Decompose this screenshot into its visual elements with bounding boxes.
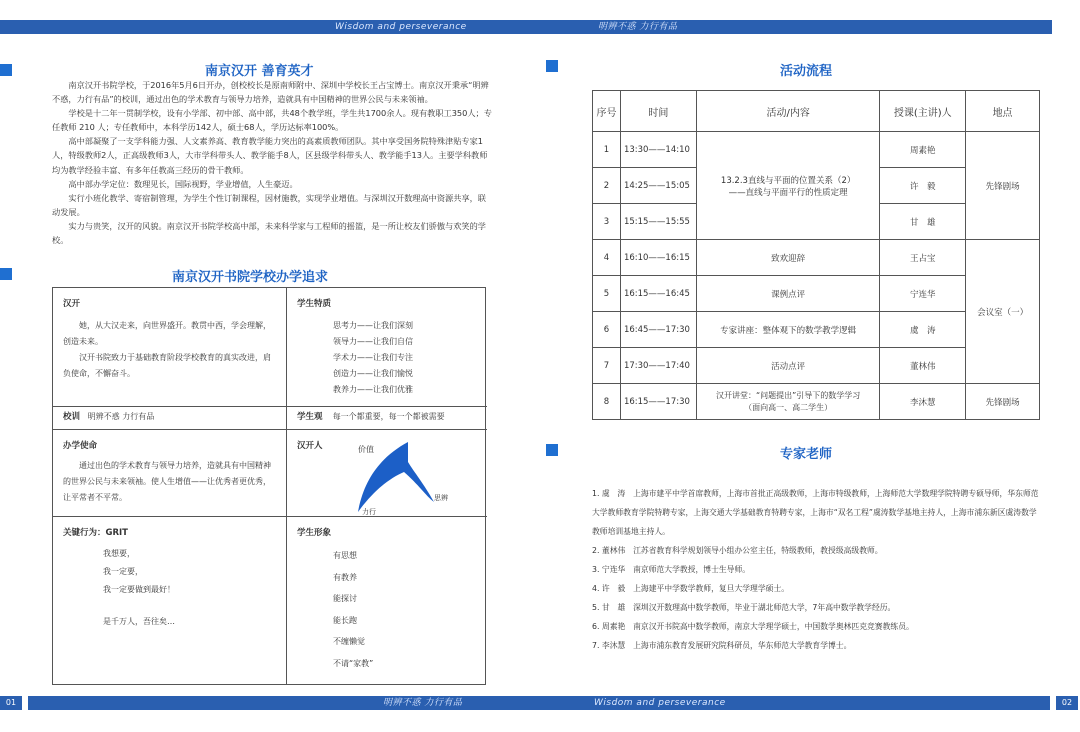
row-speaker: 王占宝 <box>880 240 966 276</box>
experts-list <box>592 484 1040 655</box>
row-number: 2 <box>593 168 621 204</box>
image-item: 有教养 <box>333 572 357 582</box>
row-speaker: 甘 雄 <box>880 204 966 240</box>
section-marker <box>546 444 558 456</box>
row-number: 7 <box>593 348 621 384</box>
trait-item: 领导力——让我们自信 <box>333 337 413 346</box>
trait-item: 学术力——让我们专注 <box>333 353 413 362</box>
row-time: 16:15——17:30 <box>620 384 696 420</box>
motto-text: 明辨不惑 力行有品 <box>87 412 155 421</box>
table-row <box>593 384 1040 420</box>
row-speaker: 董林伟 <box>880 348 966 384</box>
hankai-title: 汉开 <box>63 299 81 309</box>
person-title: 汉开人 <box>297 441 323 451</box>
row-speaker: 宁连华 <box>880 276 966 312</box>
grit-line: 我想要， <box>103 549 135 558</box>
image-item: 能长跑 <box>333 615 357 625</box>
column-header: 授课(主讲)人 <box>880 91 966 132</box>
merged-activity-line1: 13.2.3直线与平面的位置关系（2） <box>720 175 856 186</box>
row-time: 16:15——16:45 <box>620 276 696 312</box>
expert-item: 3. 宁连华 南京师范大学教授，博士生导师。 <box>592 565 751 574</box>
hankai-line: 她，从大汉走来，向世界盛开。教贯中西，学会理解，创造未来。 <box>63 321 271 346</box>
row-activity-sub: （面向高一、高二学生） <box>744 402 833 412</box>
row-number: 4 <box>593 240 621 276</box>
intro-paragraph: 高中部凝聚了一支学科能力强、人文素养高、教育教学能力突出的高素质教师团队。其中享受国务院特殊津贴专家1人，特级教师2人，正高级教师3人，大市学科带头人、教学能手8人，区县级学科带头人、教学能手13人。主要学科教师均为教学经验丰富、有多年任教高三经历的骨干教师。 <box>52 136 488 175</box>
column-header: 地点 <box>966 91 1040 132</box>
image-item: 不请“家教” <box>333 658 374 668</box>
section-marker <box>546 60 558 72</box>
table-header-row <box>593 91 1040 132</box>
left-page-title: 南京汉开 善育英才 <box>205 64 314 79</box>
row-speaker: 虞 涛 <box>880 312 966 348</box>
top-band-motto: 明辨不惑 力行有品 <box>598 22 678 32</box>
logo-word-act: 力行 <box>362 508 376 516</box>
row-speaker: 周素艳 <box>880 132 966 168</box>
trait-item: 思考力——让我们深刻 <box>333 321 413 330</box>
merged-activity-line2: ——直线与平面平行的性质定理 <box>728 187 848 198</box>
trait-item: 创造力——让我们愉悦 <box>333 369 413 378</box>
row-number: 1 <box>593 132 621 168</box>
row-time: 13:30——14:10 <box>620 132 696 168</box>
goals-title: 南京汉开书院学校办学追求 <box>172 270 329 285</box>
top-band-english: Wisdom and perseverance <box>335 22 467 32</box>
logo-word-value: 价值 <box>358 445 374 454</box>
bottom-band-english: Wisdom and perseverance <box>594 698 726 708</box>
grit-cell <box>53 517 287 685</box>
mission-text: 通过出色的学术教育与领导力培养，造就具有中国精神的世界公民与未来领袖。使人生增值——让优秀者更优秀，让平常者不平常。 <box>63 461 271 502</box>
top-band <box>0 20 1052 34</box>
row-activity: 专家讲座：整体观下的数学教学逻辑 <box>696 312 879 348</box>
row-number: 8 <box>593 384 621 420</box>
grit-line: 我一定要， <box>103 567 143 576</box>
intro-paragraph: 学校是十二年一贯制学校，设有小学部、初中部、高中部，共48个教学班，学生共1700余人。现有教职工350人；专任教师 210 人；专任教师中，本科学历142人，硕士68人，学历达标率100%。 <box>52 108 492 133</box>
column-header: 活动/内容 <box>696 91 879 132</box>
intro-paragraph: 南京汉开书院学校，于2016年5月6日开办，创校校长是原南师附中、深圳中学校长王占宝博士。南京汉开秉承“明辨不惑，力行有品”的校训，通过出色的学术教育与领导力培养，造就具有中国精神的世界公民与未来领袖。 <box>52 80 489 105</box>
image-title: 学生形象 <box>297 528 332 538</box>
expert-item: 2. 董林伟 江苏省教育科学规划领导小组办公室主任，特级教师，教授级高级教师。 <box>592 546 883 555</box>
intro-paragraph: 实行小班化教学、寄宿制管理，为学生个性订制课程，因材施教，实现学业增值。与深圳汉开数理高中资源共享，联动发展。 <box>52 192 486 217</box>
row-time: 16:10——16:15 <box>620 240 696 276</box>
view-cell <box>287 407 487 430</box>
page-number-right: 02 <box>1056 696 1078 710</box>
grit-line: 我一定要做到最好！ <box>103 585 175 594</box>
mission-cell <box>53 430 287 517</box>
grit-line: 是千万人，吾往矣… <box>103 617 175 626</box>
expert-item: 5. 甘 雄 深圳汉开数理高中数学教师，毕业于湖北师范大学，7年高中数学教学经历。 <box>592 603 896 612</box>
place-cell: 会议室（一） <box>966 240 1040 384</box>
intro-text <box>52 78 492 247</box>
row-activity <box>696 384 879 420</box>
traits-cell <box>287 288 487 407</box>
hankai-cell <box>53 288 287 407</box>
image-item: 能探讨 <box>333 594 357 603</box>
section-marker <box>0 64 12 76</box>
expert-item: 4. 许 毅 上海建平中学数学教师，复旦大学理学硕士。 <box>592 584 790 593</box>
image-cell <box>287 517 487 685</box>
table-row <box>593 132 1040 168</box>
bottom-band-motto: 明辨不惑 力行有品 <box>383 698 463 708</box>
expert-item: 6. 周素艳 南京汉开书院高中数学教师，南京大学理学硕士，中国数学奥林匹克竞赛教练员。 <box>592 622 914 631</box>
section-marker <box>0 268 12 280</box>
row-activity: 致欢迎辞 <box>696 240 879 276</box>
row-number: 5 <box>593 276 621 312</box>
row-activity: 活动点评 <box>696 348 879 384</box>
image-item: 有思想 <box>333 551 357 560</box>
table-row <box>593 240 1040 276</box>
view-label: 学生观 <box>297 412 323 422</box>
hankai-logo-icon <box>330 438 450 516</box>
row-activity-main: 汉开讲堂：“问题提出”引导下的数学学习 <box>715 390 861 400</box>
row-time: 16:45——17:30 <box>620 312 696 348</box>
column-header: 序号 <box>593 91 621 132</box>
place-cell: 先锋剧场 <box>966 384 1040 420</box>
bottom-band <box>28 696 1050 710</box>
row-time: 17:30——17:40 <box>620 348 696 384</box>
place-cell: 先锋剧场 <box>966 132 1040 240</box>
schedule-table <box>592 90 1040 420</box>
view-text: 每一个都重要，每一个都被需要 <box>332 412 445 421</box>
expert-item: 1. 虞 涛 上海市建平中学首席教师，上海市首批正高级教师，上海市特级教师，上海师范大学数理学院特聘专硕导师，华东师范大学教师教育学院特聘专家，上海交通大学基础教育特聘专家，上海市“双名工程”虞涛数学基地主持人，上海市浦东新区虞涛数学教师培训基地主持人。 <box>592 489 1039 536</box>
motto-cell <box>53 407 287 430</box>
hankai-line: 汉开书院致力于基础教育阶段学校教育的真实改进，肩负使命，不懈奋斗。 <box>63 353 271 378</box>
expert-item: 7. 李沐慧 上海市浦东教育发展研究院科研员，华东师范大学教育学博士。 <box>592 641 852 650</box>
row-speaker: 许 毅 <box>880 168 966 204</box>
row-speaker: 李沐慧 <box>880 384 966 420</box>
grit-title: 关键行为：GRIT <box>63 528 128 538</box>
column-header: 时间 <box>620 91 696 132</box>
image-item: 不缠懒觉 <box>333 637 365 646</box>
experts-title: 专家老师 <box>780 447 833 462</box>
row-number: 6 <box>593 312 621 348</box>
intro-paragraph: 实力与贵笑，汉开的风貌。南京汉开书院学校高中部，未来科学家与工程师的摇篮，是一所让校友们骄傲与欢笑的学校。 <box>52 220 486 246</box>
logo-word-think: 思辨 <box>434 494 448 502</box>
traits-title: 学生特质 <box>297 299 332 309</box>
row-time: 15:15——15:55 <box>620 204 696 240</box>
merged-activity-cell <box>696 132 879 240</box>
row-activity: 课例点评 <box>696 276 879 312</box>
motto-label: 校训 <box>63 412 81 422</box>
mission-title: 办学使命 <box>63 441 98 451</box>
row-time: 14:25——15:05 <box>620 168 696 204</box>
row-number: 3 <box>593 204 621 240</box>
trait-item: 教养力——让我们优雅 <box>333 385 413 394</box>
schedule-title: 活动流程 <box>780 64 833 79</box>
intro-paragraph: 高中部办学定位：数理见长，国际视野，学业增值，人生豪迈。 <box>68 178 298 189</box>
page-number-left: 01 <box>0 696 22 710</box>
